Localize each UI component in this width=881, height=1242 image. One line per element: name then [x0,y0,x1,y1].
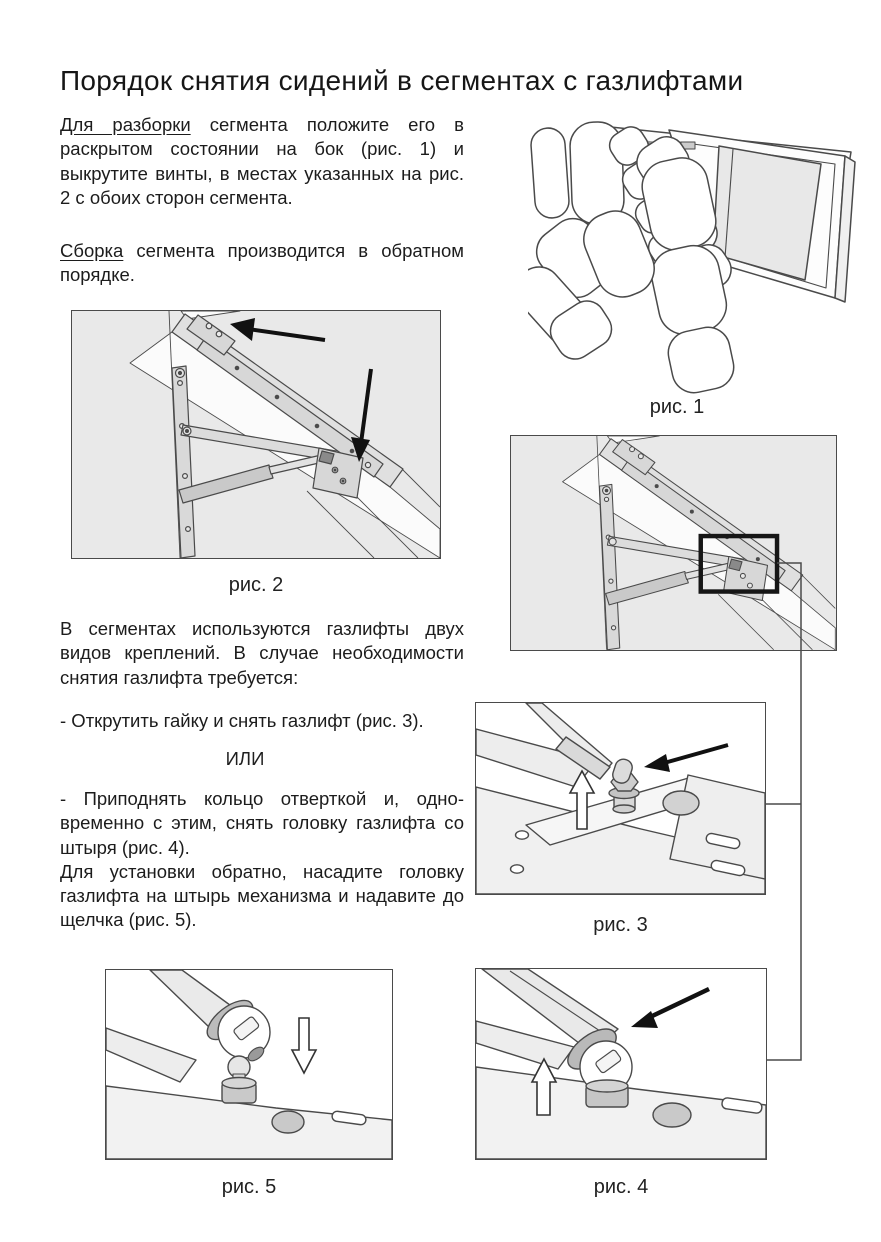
figure-1-canvas [528,112,880,396]
figure-4-label: рис. 4 [593,1176,649,1198]
assembly-lead-underlined: Сборка [60,240,124,261]
paragraph-gaslift-intro: В сегментах используются газлифты двух видов креплений. В случае необходимости снятия газлифта требуется: [60,618,464,688]
assembly-text: сегмента производится в обратном порядке. [60,240,464,286]
disassembly-lead-underlined: Для разборки [60,114,191,135]
page-title: Порядок снятия сидений в сегментах с газлифтами [60,64,744,96]
option-lift-ring-text: - Приподнять кольцо отверткой и, одновременно с этим, снять головку газлифта со штыря (рис. 4). [60,788,464,858]
figure-detail-mechanism-illustration [511,436,836,650]
figure-3-label: рис. 3 [593,914,648,936]
figure-5-snap-illustration [106,970,392,1159]
figure-2-mechanism-illustration [72,311,440,558]
paragraph-disassembly [60,113,464,210]
figure-4-box [475,968,767,1160]
figure-4-ring-illustration [476,969,766,1159]
fig3-arrow [644,745,728,772]
fig2-arrow-top [230,318,325,341]
figure-3-box [475,702,766,895]
figure-3-nut-illustration [476,703,765,894]
fig4-arrow [631,989,709,1028]
figure-2-box [71,310,441,559]
or-separator: ИЛИ [225,748,265,769]
disassembly-text: сегмента положите его в раскрытом состоянии на бок (рис. 1) и выкрутите винты, в местах указанных на рис. 2 с обоих сторон сегмента. [60,114,464,208]
figure-2-label: рис. 2 [228,574,284,596]
paragraph-assembly [60,239,464,288]
figure-1-label: рис. 1 [649,396,705,418]
paragraph-lift-ring [60,787,464,933]
figure-5-label: рис. 5 [221,1176,277,1198]
install-back-text: Для установки обратно, насадите головку газлифта на штырь механизма и надавите до щелчка (рис. 5). [60,860,464,931]
option-unscrew-nut: - Открутить гайку и снять газлифт (рис. 3). [60,710,424,731]
figure-detail-box [510,435,837,651]
figure-1-sofa-illustration [528,112,880,396]
fig5-down-arrow [292,1018,316,1073]
figure-5-box [105,969,393,1160]
